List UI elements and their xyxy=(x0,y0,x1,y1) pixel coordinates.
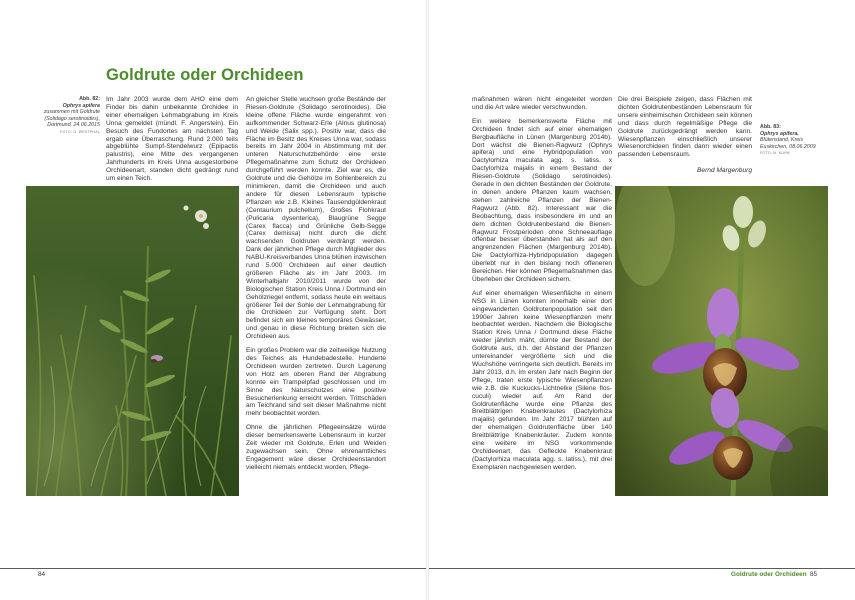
orchid-goldenrod-photo xyxy=(26,186,239,496)
figure-82-caption xyxy=(40,96,100,135)
text-column-4 xyxy=(618,96,752,184)
figure-83-species: Ophrys apifera, xyxy=(760,130,799,137)
page-gutter xyxy=(426,0,429,600)
paragraph: Ein großes Problem war die zeitweilige Nutzung des Teiches als Hundebadestelle. Hunderte Orchideen wurden zertreten. Durch Lagerung von Holz am oberen Rand der Abgrabung konnte ein Trampelpfad geschlossen und im Sinne des Naturschutzes eine positive Besucherlenkung erreicht werden. Trittschäden am Teichrand sind seit dieser Maßnahme nicht mehr beobachtet worden. xyxy=(246,347,386,418)
figure-83-text: Blütenstand, Kreis Euskirchen, 08.06.2009 xyxy=(760,137,816,150)
right-page-number: 85 xyxy=(810,571,818,578)
grass-and-orchid-illustration xyxy=(26,186,239,496)
figure-82-label: Abb. 82: xyxy=(79,96,100,102)
paragraph: Auf einer ehemaligen Wiesenfläche in einem NSG in Lünen konnten innerhalb einer dort eingewanderten Goldrutenpopulation seit den 1990er Jahren keine Wiesenpflanzen mehr beobachtet werden. Nachdem die Biologische Station Kreis Unna / Dortmund diese Fläche wieder jährlich mäht, dürnte der Bestand der Goldrute aus, d.h. der Abstand der Pflanzen untereinander vergrößerte sich und die Wuchshöhe verringerte sich deutlich. Bereits im Jahr 2013, d.h. im ersten Jahr nach Beginn der Pflege, traten erste typische Wiesenpflanzen wie z.B. die Kuckucks-Lichtnelke (Silene flos-cuculi) wieder auf. Am Rand der Goldrutenfläche wurde eine Pflanze des Breitblättrigen Knabenkrautes (Dactylorhiza majalis) gefunden. Im Jahr 2017 blühten auf der ehemaligen Goldrutenfläche über 140 Breitblättrige Knabenkräuter. Zudem konnte eine weitere im NSG vorkommende Orchideenart, das Gefleckte Knabenkraut (Dactylorhiza maculata agg. s. latiss.), mit drei Exemplaren nachgewiesen werden. xyxy=(472,289,612,471)
text-column-3 xyxy=(472,96,612,502)
paragraph: An gleicher Stelle wuchsen große Bestände der Riesen-Goldrute (Solidago serotinoides). Die kleine offene Fläche wurde eingerahmt von aufkommender Schwarz-Erle (Alnus glutinosa) und Weide (Salix spp.). Positiv war, dass die Fläche im Besitz des Kreises Unna war, sodass bereits im Jahr 2004 in Abstimmung mit der unteren Naturschutzbehörde eine erste Pflegemaßnahme zum Schutz der Orchideen durchgeführt werden konnte. Ziel war es, die Goldrute und die Gehölze im Sohlenbereich zu minimieren, damit die Orchideen und auch andere für diesen Lebensraum typische Pflanzen wie z.B. Kleines Tausendgüldenkraut (Centaurium pulchellum), Großes Flohkraut (Pulicaria dysenterica), Blaugrüne Segge (Carex flacca) und Grünliche Gelb-Segge (Carex demissa) nicht durch die dicht wachsenden Goldruten verdrängt werden. Dank der jährlichen Pflege durch Mitglieder des NABU-Kreisverbandes Unna blühen inzwischen rund 5.000 Orchideen auf einer deutlich größeren Fläche als im Jahr 2003. Im Winterhalbjahr 2010/2011 wurde von der Biologischen Station Kreis Unna / Dortmund ein Gehölzriegel entfernt, sodass heute ein weitaus größerer Teil der Sohle der Lehmabgrabung für die Orchideen zur Verfügung steht. Dort befindet sich ein kleines temporäres Gewässer, und genau in diese Richtung breiten sich die Orchideen aus. xyxy=(246,96,386,341)
figure-83-credit: FOTO: M. KÜHN xyxy=(760,151,790,155)
paragraph: Ohne die jährlichen Pflegeeinsätze würde dieser bemerkenswerte Lebensraum in kurzer Zeit wieder mit Goldrute, Erlen und Weiden zugewachsen sein. Ohne ehrenamtliches Engagement wäre dieser Orchideenstandort vielleicht niemals entdeckt worden, Pflege- xyxy=(246,424,386,471)
footer-rule-left xyxy=(0,568,426,569)
figure-83-caption xyxy=(760,124,830,157)
figure-83-label: Abb. 83: xyxy=(760,124,781,130)
text-column-1 xyxy=(106,96,238,182)
text-column-2 xyxy=(246,96,386,502)
bee-orchid-photo xyxy=(615,186,828,496)
footer-rule-right xyxy=(429,568,855,569)
paragraph: Im Jahr 2003 wurde dem AHO eine dem Finder bis dahin unbekannte Orchidee in einer ehemaligen Lehmabgrabung im Kreis Unna gemeldet (mündl. F. Angerstein). Ein Besuch des Fundortes am nächsten Tag ergab eine Überraschung. Rund 2.000 teils abgeblühte Sumpf-Stendelwurz (Epipactis palustris), eine Mitte des vergangenen Jahrhunderts im Kreis Unna ausgestorbene Orchideenart, standen dicht gedrängt rund um einen Teich. xyxy=(106,96,238,182)
bee-orchid-illustration xyxy=(615,186,828,496)
figure-82-species: Ophrys apifera xyxy=(62,102,100,109)
figure-82-credit: FOTO: G. WESTPHAL xyxy=(60,129,100,134)
article-title: Goldrute oder Orchideen xyxy=(106,66,304,84)
paragraph: Die drei Beispiele zeigen, dass Flächen mit dichten Goldrutenbeständen Lebensraum für unsere einheimischen Orchideen sein können und dass durch regelmäßige Pflege die Goldrute zurückgedrängt werden kann. Wiesenpflanzen einschließlich unserer Wiesenorchideen finden dann wieder einen passenden Lebensraum. xyxy=(618,96,752,159)
left-page-number: 84 xyxy=(38,571,46,578)
paragraph: Ein weitere bemerkenswerte Fläche mit Orchideen findet sich auf einer ehemaligen Bergbaufläche in Lünen (Margenburg 2014b). Dort wächst die Bienen-Ragwurz (Ophrys apifera) und eine Hybridpopulation von Dactylorhiza maculata agg. s. latiss. x Dactylorhiza majalis in einem Bestand der Riesen-Goldrute (Solidago serotinoides). Gerade in den dichten Beständen der Goldrute, in denen andere Pflanzen kaum wachsen, stehen zahlreiche Pflanzen der Bienen-Ragwurz (Abb. 82). Interessant war die Beobachtung, dass insbesondere im und an dem dichten Goldrutenbestand die Bienen-Ragwurz Frostperioden ohne Schneeauflage offenbar besser überstanden hat als auf den angrenzenden Flächen (Margenburg 2014b). Die Dactylorhiza-Hybridpopulation dagegen überlebt nur in den bislang noch offeneren Bereichen. Hier können Pflegemaßnahmen das Überleben der Orchideen sichern. xyxy=(472,117,612,283)
figure-82-text: zusammen mit Goldrute (Solidago serotinoides), Dortmund, 24.06.2015 xyxy=(43,109,100,128)
author-signature: Bernd Margenburg xyxy=(697,167,752,175)
running-title: Goldrute oder Orchideen xyxy=(731,571,807,578)
paragraph: maßnahmen wären nicht eingeleitet worden und die Art wäre wieder verschwunden. xyxy=(472,96,612,111)
